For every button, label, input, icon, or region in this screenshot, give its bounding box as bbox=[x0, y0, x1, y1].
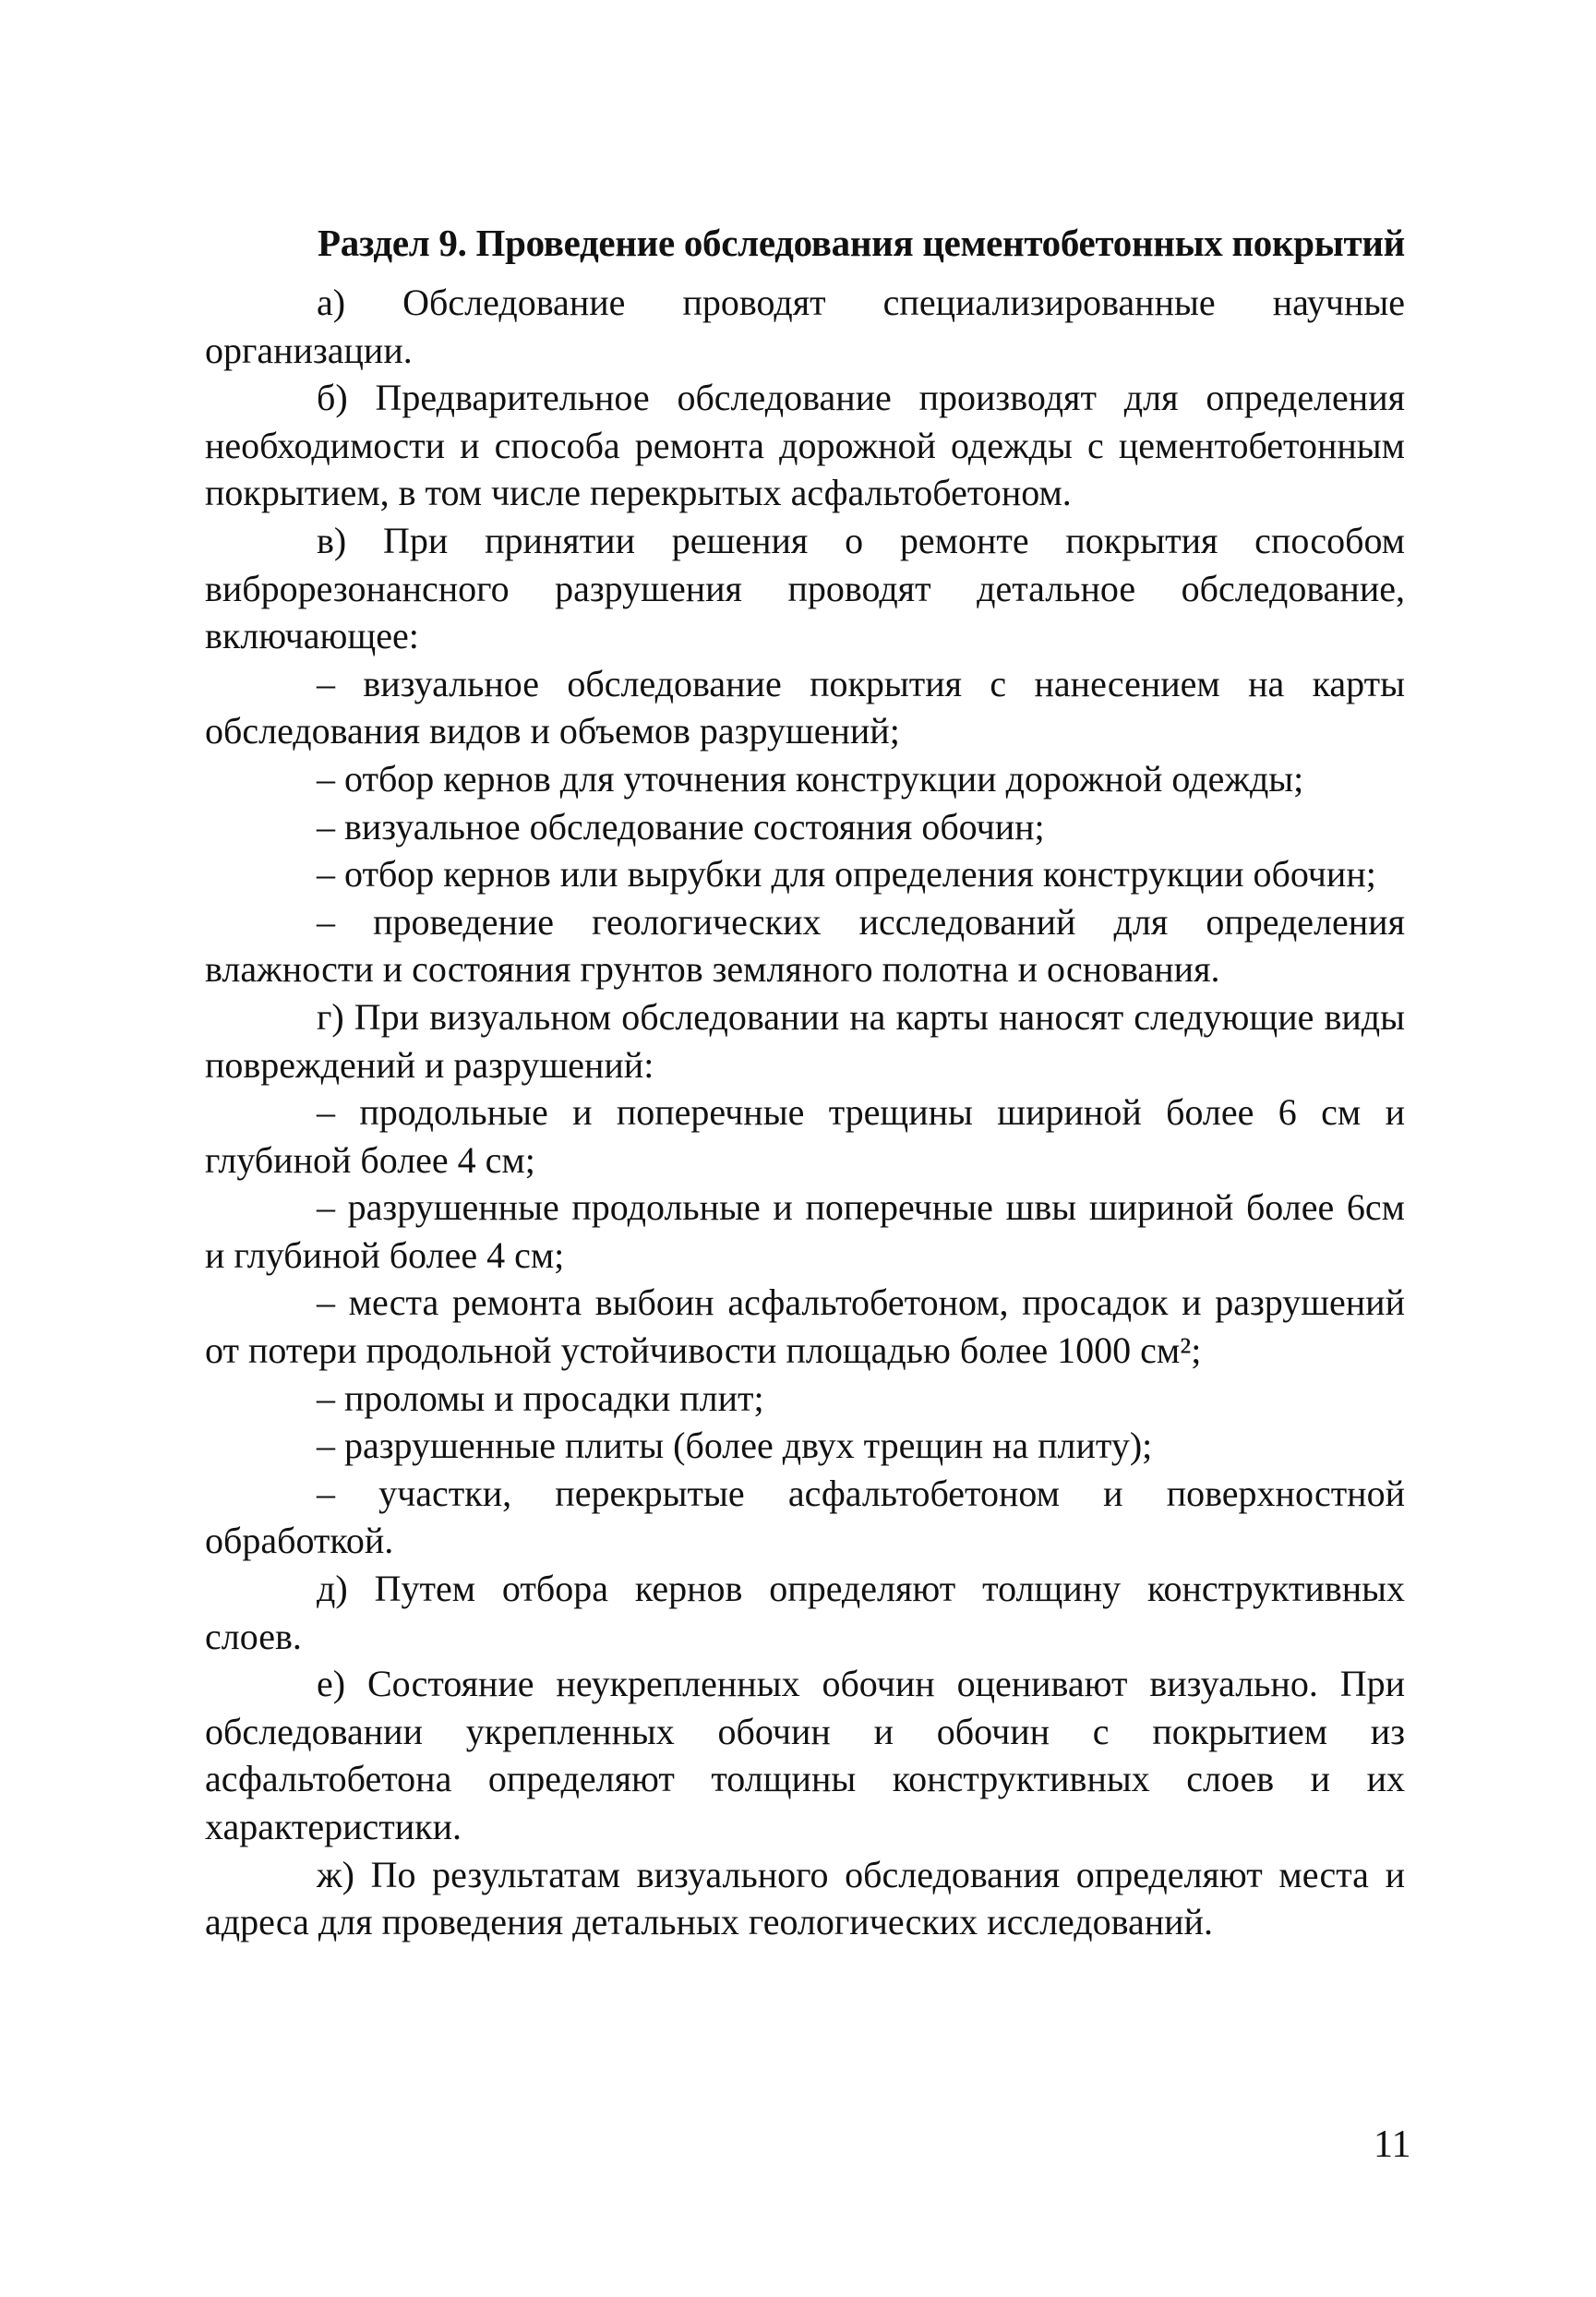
list-item: – разрушенные продольные и поперечные швы шириной более 6см и глубиной более 4 см; bbox=[205, 1186, 1405, 1276]
list-item: – проведение геологических исследований для определения влажности и состояния грунтов земляного полотна и основания. bbox=[205, 900, 1405, 991]
paragraph-b: б) Предварительное обследование производят для определения необходимости и способа ремонта дорожной одежды с цементобетонным покрытием, в том числе перекрытых асфальтобетоном. bbox=[205, 377, 1405, 514]
list-item: – визуальное обследование состояния обочин; bbox=[317, 805, 1045, 848]
paragraph-d: д) Путем отбора кернов определяют толщину конструктивных слоев. bbox=[205, 1568, 1405, 1657]
section-heading: Раздел 9. Проведение обследования цементобетонных покрытий bbox=[318, 222, 1405, 264]
paragraph-e: е) Состояние неукрепленных обочин оценивают визуально. При обследовании укрепленных обочин и обочин с покрытием из асфальтобетона определяют толщины конструктивных слоев и их характеристики. bbox=[205, 1663, 1405, 1847]
list-item: – визуальное обследование покрытия с нанесением на карты обследования видов и объемов разрушений; bbox=[205, 662, 1405, 752]
list-item: – отбор кернов или вырубки для определения конструкции обочин; bbox=[317, 853, 1376, 896]
page-number: 11 bbox=[1374, 2123, 1411, 2166]
list-item: – отбор кернов для уточнения конструкции дорожной одежды; bbox=[317, 757, 1304, 800]
list-item: – участки, перекрытые асфальтобетоном и поверхностной обработкой. bbox=[205, 1472, 1405, 1562]
paragraph-v: в) При принятии решения о ремонте покрытия способом виброрезонансного разрушения проводят детальное обследование, включающее: bbox=[205, 519, 1405, 657]
paragraph-g: г) При визуальном обследовании на карты наносят следующие виды повреждений и разрушений: bbox=[205, 995, 1405, 1086]
list-item: – проломы и просадки плит; bbox=[317, 1377, 764, 1419]
document-page bbox=[205, 220, 1405, 1946]
list-item: – продольные и поперечные трещины шириной более 6 см и глубиной более 4 см; bbox=[205, 1091, 1405, 1181]
paragraph-zh: ж) По результатам визуального обследования определяют места и адреса для проведения детальных геологических исследований. bbox=[205, 1853, 1405, 1943]
list-item: – места ремонта выбоин асфальтобетоном, просадок и разрушений от потери продольной устойчивости площадью более 1000 см²; bbox=[205, 1281, 1405, 1372]
paragraph-a: а) Обследование проводят специализированные научные организации. bbox=[205, 282, 1405, 371]
list-item: – разрушенные плиты (более двух трещин на плиту); bbox=[317, 1425, 1153, 1467]
